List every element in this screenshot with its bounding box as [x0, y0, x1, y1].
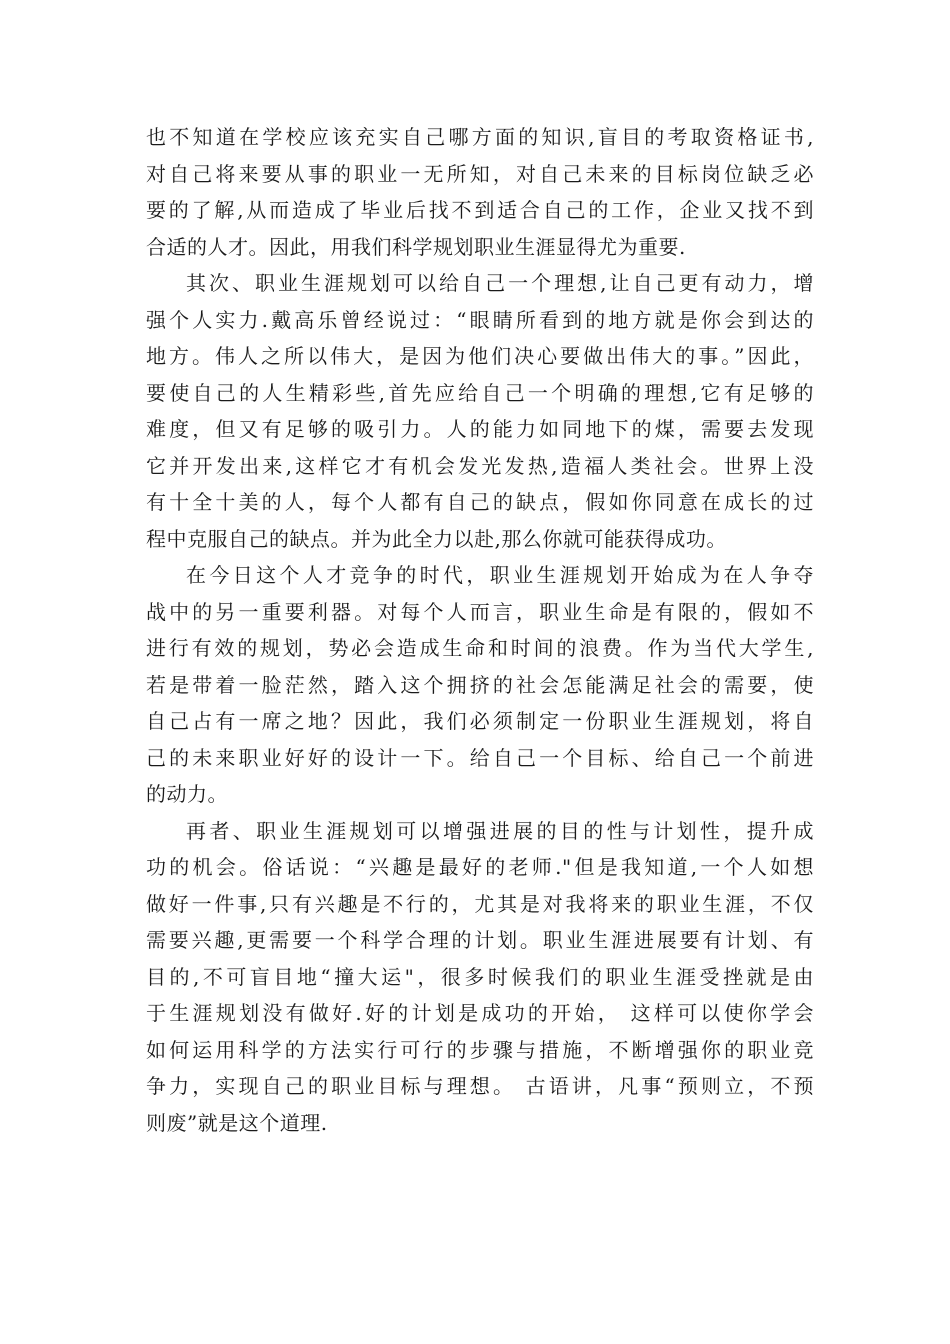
text-line: 要的了解,从而造成了毕业后找不到适合自己的工作，企业又找不到: [146, 198, 814, 222]
text-line: 功的机会。俗话说：“兴趣是最好的老师."但是我知道,一个人如想: [146, 855, 814, 879]
text-line: 其次、职业生涯规划可以给自己一个理想,让自己更有动力，增: [186, 271, 814, 295]
text-line: 程中克服自己的缺点。并为此全力以赴,那么你就可能获得成功。: [146, 526, 727, 551]
text-line: 的动力。: [146, 782, 228, 806]
text-line: 强个人实力.戴高乐曾经说过：“眼睛所看到的地方就是你会到达的: [146, 307, 814, 332]
text-line: 也不知道在学校应该充实自己哪方面的知识,盲目的考取资格证书,: [146, 125, 814, 149]
text-line: 需要兴趣,更需要一个科学合理的计划。职业生涯进展要有计划、有: [146, 928, 814, 952]
text-line: 要使自己的人生精彩些,首先应给自己一个明确的理想,它有足够的: [146, 380, 814, 405]
text-line: 对自己将来要从事的职业一无所知，对自己未来的目标岗位缺乏必: [146, 161, 814, 186]
text-line: 自己占有一席之地？因此，我们必须制定一份职业生涯规划，将自: [146, 709, 814, 733]
text-line: 则废”就是这个道理.: [146, 1110, 328, 1135]
text-line: 进行有效的规划，势必会造成生命和时间的浪费。作为当代大学生,: [146, 636, 814, 660]
text-line: 再者、职业生涯规划可以增强进展的目的性与计划性，提升成: [186, 818, 814, 843]
text-line: 战中的另一重要利器。对每个人而言，职业生命是有限的，假如不: [146, 599, 814, 624]
text-line: 若是带着一脸茫然，踏入这个拥挤的社会怎能满足社会的需要，使: [146, 672, 814, 697]
paragraph-2: [146, 265, 814, 557]
paragraph-4: [146, 813, 814, 1142]
paragraph-1: [146, 119, 814, 265]
text-line: 于生涯规划没有做好.好的计划是成功的开始， 这样可以使你学会: [146, 1001, 814, 1025]
paragraph-3: [146, 557, 814, 813]
text-line: 如何运用科学的方法实行可行的步骤与措施，不断增强你的职业竞: [146, 1037, 814, 1062]
text-line: 地方。伟人之所以伟大，是因为他们决心要做出伟大的事。”因此，: [146, 344, 814, 368]
body-text: [146, 119, 814, 1141]
text-line: 己的未来职业好好的设计一下。给自己一个目标、给自己一个前进: [146, 745, 814, 770]
text-line: 有十全十美的人，每个人都有自己的缺点，假如你同意在成长的过: [146, 490, 814, 514]
text-line: 它并开发出来,这样它才有机会发光发热,造福人类社会。世界上没: [146, 453, 814, 478]
text-line: 做好一件事,只有兴趣是不行的，尤其是对我将来的职业生涯，不仅: [146, 891, 814, 916]
text-line: 争力，实现自己的职业目标与理想。 古语讲，凡事“预则立，不预: [146, 1074, 814, 1098]
text-line: 目的,不可盲目地“撞大运"，很多时候我们的职业生涯受挫就是由: [146, 964, 814, 989]
text-line: 难度，但又有足够的吸引力。人的能力如同地下的煤，需要去发现: [146, 417, 814, 441]
text-line: 在今日这个人才竞争的时代，职业生涯规划开始成为在人争夺: [186, 563, 814, 587]
text-line: 合适的人才。因此，用我们科学规划职业生涯显得尤为重要.: [146, 234, 686, 259]
